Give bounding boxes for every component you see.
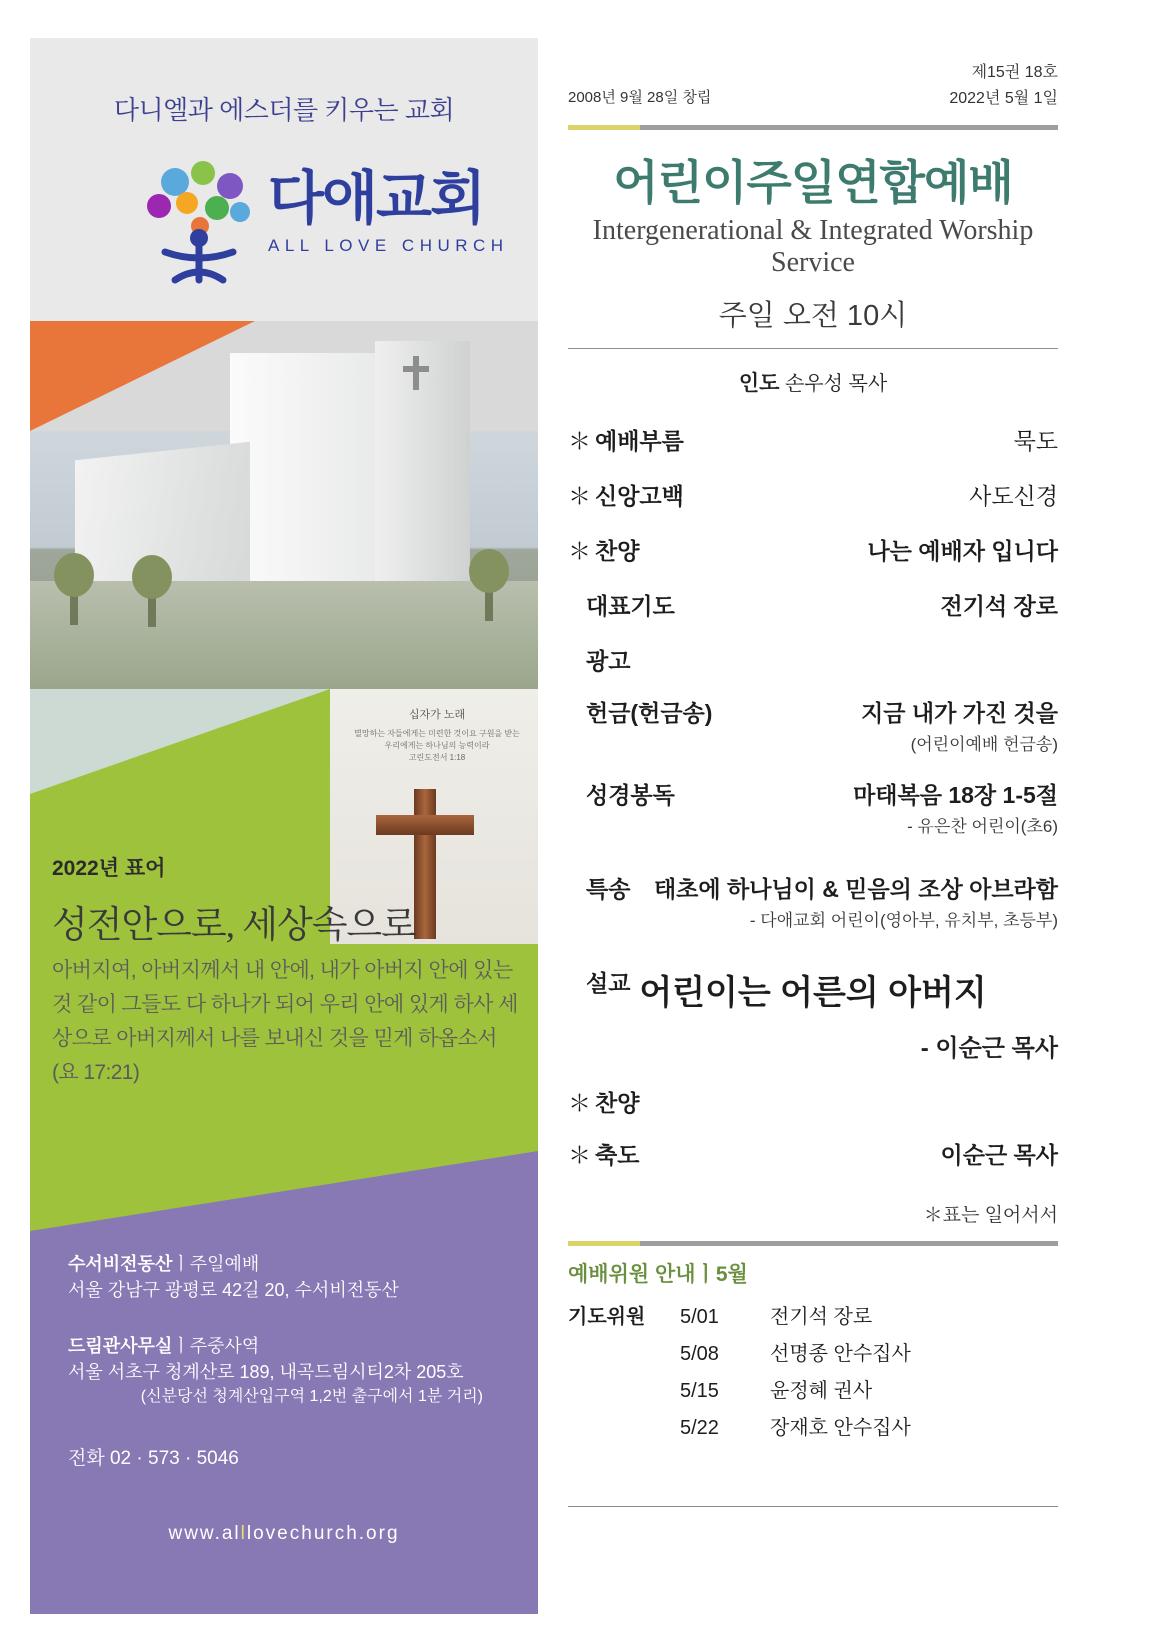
sermon-preacher: - 이순근 목사 — [920, 1035, 1058, 1063]
duty-person: 장재호 안수집사 — [770, 1417, 911, 1440]
order-row — [568, 588, 1058, 621]
table-row — [568, 1337, 1058, 1366]
order-label — [568, 1137, 639, 1170]
address2-title: 드림관사무실 — [68, 1336, 173, 1356]
order-label-text: 찬양 — [595, 1090, 640, 1117]
order-subnote: - 유은찬 어린이(초6) — [907, 817, 1058, 837]
order-label — [586, 777, 675, 810]
green-triangle-decoration — [30, 689, 330, 794]
order-label-text: 광고 — [586, 648, 631, 675]
address-block-2 — [68, 1333, 518, 1408]
standing-star-icon: ＊ — [568, 538, 591, 565]
order-value: 이순근 목사 — [940, 1142, 1058, 1169]
service-time: 주일 오전 10시 — [718, 300, 908, 333]
order-row — [568, 777, 1058, 837]
left-panel — [30, 38, 538, 1614]
duty-person: 윤정혜 권사 — [770, 1380, 873, 1403]
motto-headline: 성전안으로, 세상속으로 — [52, 905, 416, 946]
church-logo — [30, 150, 538, 300]
order-label-text: 성경봉독 — [586, 782, 675, 809]
duty-date: 5/15 — [680, 1380, 719, 1403]
order-label-text: 찬양 — [595, 538, 640, 565]
table-row — [568, 1374, 1058, 1403]
standing-star-icon: ＊ — [568, 1090, 591, 1117]
service-title-english: Intergenerational & Integrated Worship Service — [592, 215, 1034, 279]
order-value: 나는 예배자 입니다 — [867, 538, 1058, 565]
order-row — [568, 423, 1058, 456]
wall-scripture-ref: 고린도전서 1:18 — [408, 752, 466, 762]
telephone: 전화 02 · 573 · 5046 — [68, 1448, 239, 1469]
tree-icon — [485, 577, 493, 621]
church-building-photo — [30, 321, 538, 689]
duty-section-title — [568, 1258, 1058, 1288]
standing-star-icon: ＊ — [568, 428, 591, 455]
right-panel — [568, 60, 1058, 1507]
special-song-subnote: - 다애교회 어린이(영아부, 유치부, 초등부) — [749, 911, 1058, 931]
wall-scripture-body: 멸망하는 자들에게는 미련한 것이요 구원을 받는 우리에게는 하나님의 능력이라 — [354, 728, 520, 750]
ground-area — [30, 581, 538, 689]
motto-section — [30, 689, 538, 1151]
building-block-right — [375, 341, 470, 586]
order-label — [568, 1085, 639, 1118]
order-label — [568, 533, 639, 566]
sermon-label: 설교 — [586, 970, 631, 997]
building-image — [30, 431, 538, 689]
standing-star-icon: ＊ — [568, 483, 591, 510]
address2-sub: (신분당선 청계산입구역 1,2번 출구에서 1분 거리) — [140, 1388, 483, 1406]
duty-title-text: 예배위원 안내 — [568, 1263, 696, 1287]
footer-divider — [568, 1506, 1058, 1507]
website-part-highlight: l — [240, 1523, 247, 1544]
duty-date: 5/01 — [680, 1306, 719, 1329]
tree-icon — [70, 581, 78, 625]
order-label-text: 축도 — [595, 1142, 640, 1169]
duty-rule — [568, 1241, 1058, 1246]
order-label-text: 신앙고백 — [595, 483, 684, 510]
duty-person: 전기석 장로 — [770, 1306, 873, 1329]
logo-text — [268, 166, 509, 256]
special-song-label: 특송 — [586, 876, 631, 903]
logo-english-name: ALL LOVE CHURCH — [268, 236, 509, 255]
address2-line: 서울 서초구 청계산로 189, 내곡드림시티2차 205호 — [68, 1362, 464, 1383]
standing-star-icon: ＊ — [568, 1142, 591, 1169]
wall-scripture-text — [352, 707, 522, 764]
order-label — [568, 478, 684, 511]
address2-tag: ㅣ주중사역 — [172, 1336, 260, 1356]
issue-date: 2022년 5월 1일 — [949, 89, 1058, 107]
order-label — [586, 695, 712, 728]
sermon-row — [568, 965, 1058, 1063]
duty-rule-accent — [568, 1241, 640, 1246]
duty-date: 5/22 — [680, 1417, 719, 1440]
motto-year: 2022년 표어 — [52, 857, 166, 880]
contact-section — [30, 1151, 538, 1614]
logo-section — [30, 38, 538, 321]
order-label — [586, 643, 630, 676]
church-slogan: 다니엘과 에스더를 키우는 교회 — [113, 95, 455, 125]
header-rule — [568, 125, 1058, 130]
order-value: 전기석 장로 — [940, 593, 1058, 620]
order-label — [568, 423, 684, 456]
worship-leader-name: 손우성 목사 — [784, 373, 888, 396]
purple-triangle-decoration — [30, 1151, 538, 1231]
order-value: 마태복음 18장 1-5절 — [853, 782, 1058, 809]
order-row — [568, 1085, 1058, 1115]
motto-scripture: 아버지여, 아버지께서 내 안에, 내가 아버지 안에 있는 것 같이 그들도 다 하나가 되어 우리 안에 있게 하사 세상으로 아버지께서 나를 보내신 것을 믿게 하옵소서(요 17:21) — [52, 959, 518, 1085]
table-row — [568, 1300, 1058, 1329]
wall-scripture-title: 십자가 노래 — [408, 709, 466, 721]
duty-date: 5/08 — [680, 1343, 719, 1366]
website-url[interactable] — [30, 1523, 538, 1545]
order-subnote: (어린이예배 헌금송) — [910, 735, 1058, 755]
duty-person: 선명종 안수집사 — [770, 1343, 911, 1366]
title-divider — [568, 348, 1058, 349]
special-song-row — [568, 871, 1058, 931]
order-value: 사도신경 — [969, 483, 1058, 510]
wooden-cross-icon — [414, 789, 436, 939]
orange-triangle-decoration — [30, 321, 255, 431]
service-title-korean: 어린이주일연합예배 — [613, 156, 1013, 210]
order-row — [568, 533, 1058, 566]
worship-leader-label: 인도 — [738, 372, 780, 396]
order-value: 묵도 — [1013, 428, 1058, 455]
logo-korean-name: 다애교회 — [268, 166, 485, 231]
order-row — [568, 643, 1058, 673]
order-row — [568, 478, 1058, 511]
website-part-b: lovechurch.org — [246, 1523, 400, 1544]
order-row — [568, 695, 1058, 755]
duty-table — [568, 1300, 1058, 1440]
table-row — [568, 1411, 1058, 1440]
order-label — [586, 588, 675, 621]
order-value: 지금 내가 가진 것을 — [861, 700, 1058, 727]
order-row — [568, 1137, 1058, 1170]
website-part-a: www.al — [168, 1523, 241, 1544]
sermon-title: 어린이는 어른의 아버지 — [639, 974, 987, 1013]
duty-category: 기도위원 — [568, 1306, 646, 1329]
order-label-text: 예배부름 — [595, 428, 684, 455]
tree-icon — [148, 583, 156, 627]
founded-date: 2008년 9월 28일 창립 — [568, 89, 712, 106]
tree-logo-icon — [135, 160, 265, 285]
order-label-text: 헌금(헌금송) — [586, 700, 713, 727]
address1-title: 수서비전동산 — [68, 1254, 173, 1274]
special-song-value: 태초에 하나님이 & 믿음의 조상 아브라함 — [653, 876, 1058, 903]
order-label-text: 대표기도 — [586, 593, 675, 620]
address1-tag: ㅣ주일예배 — [172, 1254, 260, 1274]
duty-month: ㅣ5월 — [695, 1263, 748, 1287]
rooftop-cross-icon — [413, 356, 419, 390]
order-of-worship — [568, 423, 1058, 1227]
volume-number: 제15권 18호 — [971, 64, 1058, 81]
worship-leader — [568, 367, 1058, 397]
address-block-1 — [68, 1251, 518, 1303]
standing-note: ＊표는 일어서서 — [923, 1205, 1058, 1227]
address1-line: 서울 강남구 광평로 42길 20, 수서비전동산 — [68, 1280, 399, 1301]
header-rule-accent — [568, 125, 640, 130]
